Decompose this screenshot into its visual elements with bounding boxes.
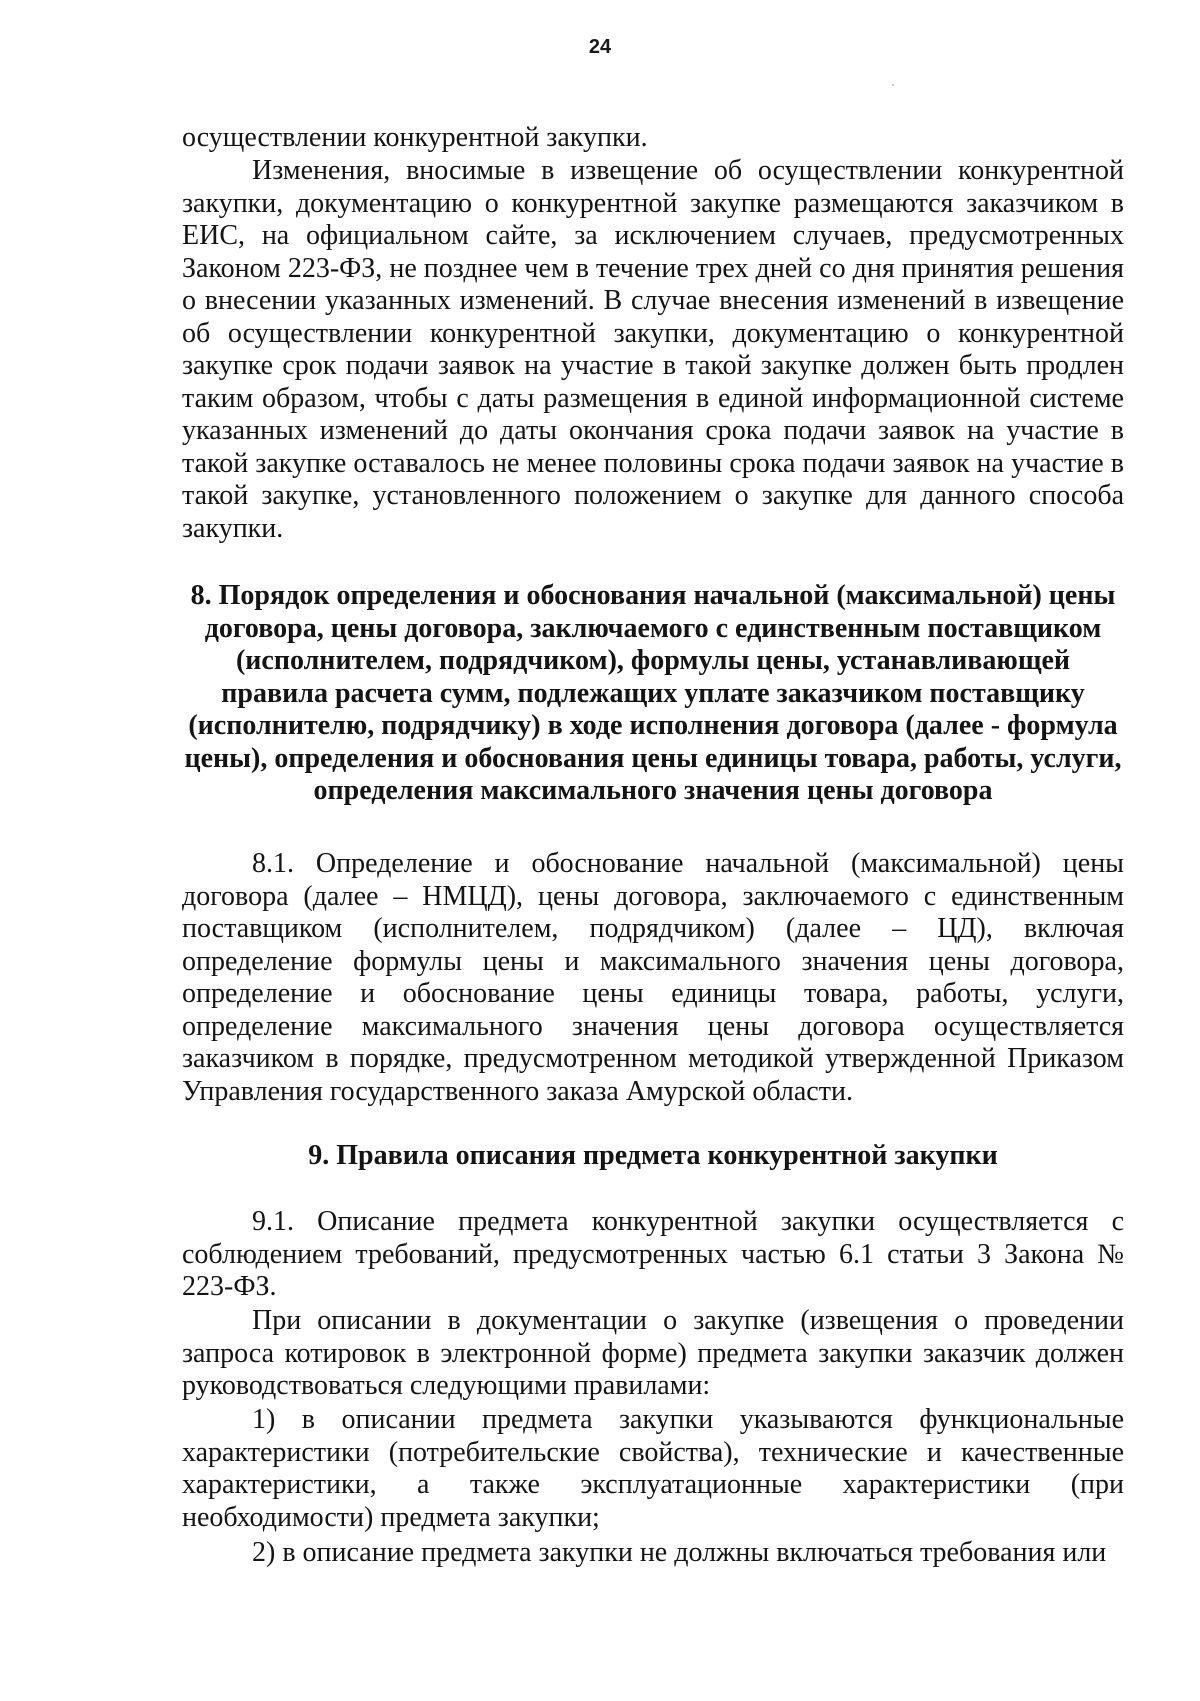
paragraph-9-intro: При описании в документации о закупке (извещения о проведении запроса котировок в электронной форме) предмета закупки заказчик должен руководствоваться следующими правилами: — [182, 1305, 1124, 1401]
section-8-heading: 8. Порядок определения и обоснования начальной (максимальной) цены договора, цены договора, заключаемого с единственным поставщиком (исполнителем, подрядчиком), формулы цены, устанавливающей правила расчета сумм, подлежащих уплате заказчиком поставщику (исполнителю, подрядчику) в ходе исполнения договора (далее - формула цены), определения и обоснования цены единицы товара, работы, услуги, определения максимального значения цены договора — [184, 580, 1122, 806]
section-9-heading: 9. Правила описания предмета конкурентной закупки — [308, 1140, 998, 1171]
paragraph-amendments: Изменения, вносимые в извещение об осуществлении конкурентной закупки, документацию о конкурентной закупке размещаются заказчиком в ЕИС, на официальном сайте, за исключением случаев, предусмотренных Законом 223-ФЗ, не позднее чем в течение трех дней со дня принятия решения о внесении указанных изменений. В случае внесения изменений в извещение об осуществлении конкурентной закупки, документацию о конкурентной закупке срок подачи заявок на участие в такой закупке должен быть продлен таким образом, чтобы с даты размещения в единой информационной системе указанных изменений до даты окончания срока подачи заявок на участие в такой закупке оставалось не менее половины срока подачи заявок на участие в такой закупке, установленного положением о закупке для данного способа закупки. — [182, 155, 1124, 544]
paragraph-8-1: 8.1. Определение и обоснование начальной (максимальной) цены договора (далее – НМЦД), цены договора, заключаемого с единственным поставщиком (исполнителем, подрядчиком) (далее – ЦД), включая определение формулы цены и максимального значения цены договора, определение и обоснование цены единицы товара, работы, услуги, определение максимального значения цены договора осуществляется заказчиком в порядке, предусмотренном методикой утвержденной Приказом Управления государственного заказа Амурской области. — [182, 848, 1124, 1107]
paragraph-9-1: 9.1. Описание предмета конкурентной закупки осуществляется с соблюдением требований, предусмотренных частью 6.1 статьи 3 Закона № 223-ФЗ. — [182, 1206, 1124, 1302]
page-number: 24 — [588, 36, 612, 58]
list-item-1: 1) в описании предмета закупки указываются функциональные характеристики (потребительские свойства), технические и качественные характеристики, а также эксплуатационные характеристики (при необходимости) предмета закупки; — [182, 1404, 1124, 1533]
paragraph-continuation: осуществлении конкурентной закупки. — [182, 122, 648, 153]
scan-speck — [892, 84, 894, 86]
list-item-2: 2) в описание предмета закупки не должны включаться требования или — [252, 1537, 1107, 1568]
